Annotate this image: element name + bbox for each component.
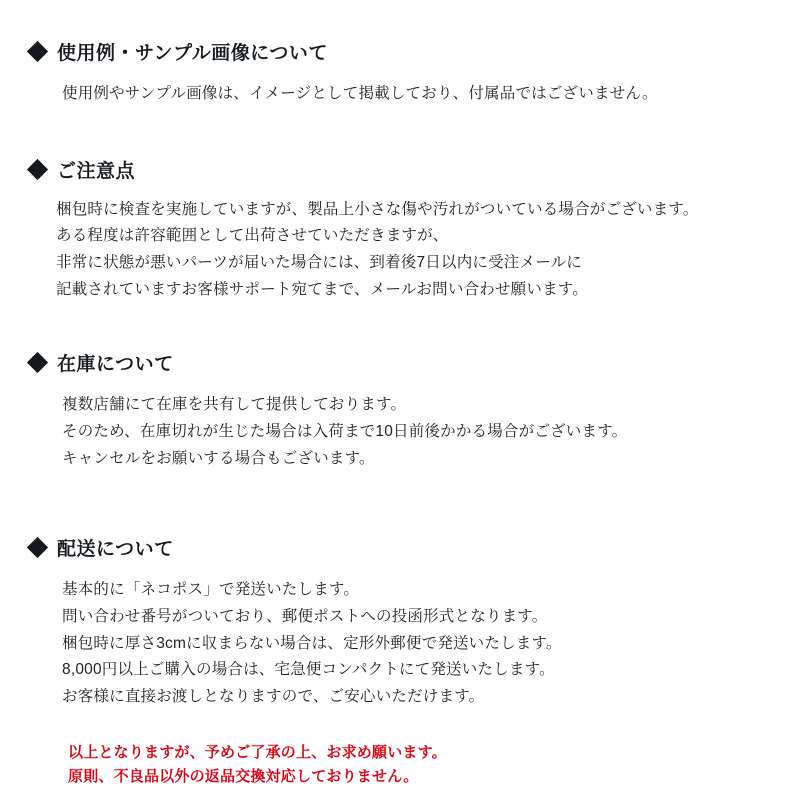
section-shipping-heading — [30, 534, 770, 561]
section-stock-title: 在庫について — [57, 354, 174, 376]
text-line: 基本的に「ネコポス」で発送いたします。 — [62, 581, 360, 599]
section-caution — [30, 156, 770, 304]
text-line: お客様に直接お渡しとなりますので、ご安心いただけます。 — [62, 687, 485, 705]
section-usage — [30, 38, 770, 108]
text-line: 梱包時に厚さ3cmに収まらない場合は、定形外郵便で発送いたします。 — [62, 634, 562, 652]
text-line: 問い合わせ番号がついており、郵便ポストへの投函形式となります。 — [62, 607, 548, 625]
section-caution-title: ご注意点 — [57, 160, 136, 182]
section-caution-body — [30, 193, 770, 304]
notice-block — [30, 741, 770, 789]
text-line: 梱包時に検査を実施していますが、製品上小さな傷や汚れがついている場合がございます。 — [56, 200, 699, 218]
diamond-icon — [27, 537, 48, 558]
diamond-icon — [27, 159, 48, 180]
text-line: そのため、在庫切れが生じた場合は入荷まで10日前後かかる場合がございます。 — [62, 422, 628, 440]
text-line: ある程度は許容範囲として出荷させていただきますが、 — [56, 227, 449, 245]
section-shipping — [30, 534, 770, 710]
section-usage-body — [30, 75, 770, 108]
section-shipping-body — [30, 571, 770, 710]
diamond-icon — [27, 41, 48, 62]
section-shipping-title: 配送について — [57, 539, 174, 561]
section-caution-heading — [30, 156, 770, 183]
diamond-icon — [27, 352, 48, 373]
text-line: キャンセルをお願いする場合もございます。 — [62, 449, 375, 467]
notice-line: 原則、不良品以外の返品交換対応しておりません。 — [68, 767, 419, 785]
text-line: 記載されていますお客様サポート宛てまで、メールお問い合わせ願います。 — [56, 280, 588, 298]
section-stock-heading — [30, 349, 770, 376]
text-line: 非常に状態が悪いパーツが届いた場合には、到着後7日以内に受注メールに — [56, 253, 582, 271]
text-line: 使用例やサンプル画像は、イメージとして掲載しており、付属品ではございません。 — [62, 85, 658, 102]
section-usage-heading — [30, 38, 770, 65]
text-line: 8,000円以上ご購入の場合は、宅急便コンパクトにて発送いたします。 — [62, 661, 555, 679]
notice-line: 以上となりますが、予めご了承の上、お求め願います。 — [68, 743, 447, 761]
section-stock — [30, 349, 770, 472]
section-usage-title: 使用例・サンプル画像について — [57, 43, 328, 64]
text-line: 複数店舗にて在庫を共有して提供しております。 — [62, 396, 407, 414]
section-stock-body — [30, 386, 770, 472]
